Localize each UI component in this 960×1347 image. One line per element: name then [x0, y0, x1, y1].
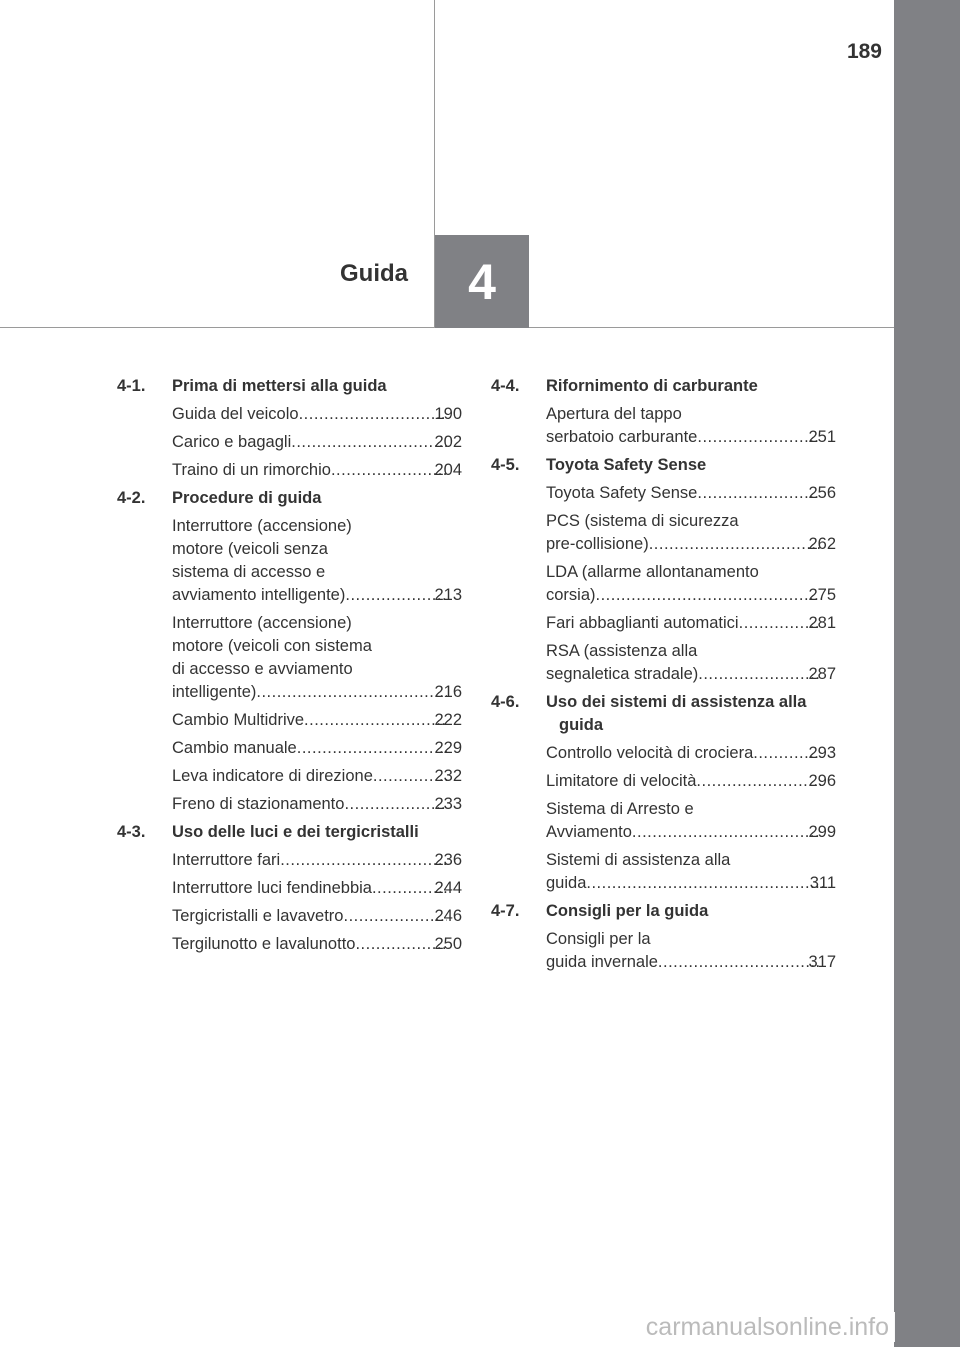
entry-line: Sistema di Arresto e	[546, 800, 694, 818]
entry-page-number: 275	[808, 586, 836, 604]
toc-entry[interactable]	[117, 877, 462, 900]
entry-last-line	[172, 877, 462, 900]
entry-title: avviamento intelligente)	[172, 586, 346, 604]
entry-title: Toyota Safety Sense	[546, 484, 698, 502]
dot-leader	[344, 793, 447, 816]
toc-section	[491, 900, 836, 974]
entry-last-line	[546, 742, 836, 765]
section-title: Uso dei sistemi di assistenza alla guida	[546, 693, 807, 734]
entry-last-line	[172, 459, 462, 482]
toc-section	[491, 454, 836, 686]
entry-text	[546, 510, 836, 556]
dot-leader	[649, 533, 822, 556]
entry-last-line	[172, 933, 462, 956]
entry-last-line	[172, 709, 462, 732]
section-number: 4-1.	[117, 377, 146, 395]
entry-text	[172, 933, 462, 956]
entry-page-number: 244	[434, 879, 462, 897]
entry-page-number: 256	[808, 484, 836, 502]
section-title: Consigli per la guida	[546, 902, 709, 920]
entry-text	[172, 737, 462, 760]
entry-last-line	[546, 612, 836, 635]
dot-leader	[697, 482, 821, 505]
toc-entry[interactable]	[491, 798, 836, 844]
section-heading	[491, 900, 836, 923]
dot-leader	[280, 849, 447, 872]
entry-page-number: 202	[434, 433, 462, 451]
entry-page-number: 246	[434, 907, 462, 925]
entry-line: motore (veicoli con sistema	[172, 637, 372, 655]
toc-entry[interactable]	[491, 849, 836, 895]
section-heading	[491, 691, 836, 737]
entry-line: Consigli per la	[546, 930, 651, 948]
entry-title: intelligente)	[172, 683, 257, 701]
entry-text	[172, 431, 462, 454]
dot-leader	[658, 951, 822, 974]
section-heading	[491, 375, 836, 398]
toc-entry[interactable]	[491, 640, 836, 686]
entry-title: Traino di un rimorchio	[172, 461, 331, 479]
entry-text	[172, 709, 462, 732]
entry-text	[546, 612, 836, 635]
entry-text	[546, 928, 836, 974]
toc-entry[interactable]	[491, 742, 836, 765]
section-heading	[117, 821, 462, 844]
entry-line: Apertura del tappo	[546, 405, 682, 423]
entry-title: Tergicristalli e lavavetro	[172, 907, 344, 925]
entry-page-number: 233	[434, 795, 462, 813]
entry-last-line	[546, 770, 836, 793]
section-title: Procedure di guida	[172, 489, 322, 507]
toc-entry[interactable]	[491, 770, 836, 793]
chapter-number: 4	[468, 253, 496, 310]
section-heading	[491, 454, 836, 477]
entry-title: guida invernale	[546, 953, 658, 971]
toc-section	[491, 375, 836, 449]
entry-title: Avviamento	[546, 823, 632, 841]
entry-text	[172, 515, 462, 607]
entry-title: Interruttore luci fendinebbia	[172, 879, 372, 897]
entry-last-line	[172, 584, 462, 607]
entry-line: Interruttore (accensione)	[172, 614, 352, 632]
entry-line: RSA (assistenza alla	[546, 642, 698, 660]
entry-title: Freno di stazionamento	[172, 795, 345, 813]
entry-last-line	[172, 849, 462, 872]
entry-text	[172, 905, 462, 928]
entry-title: Limitatore di velocità	[546, 772, 697, 790]
entry-title: guida	[546, 874, 587, 892]
dot-leader	[632, 821, 822, 844]
section-title: Prima di mettersi alla guida	[172, 377, 387, 395]
dot-leader	[596, 584, 822, 607]
entry-page-number: 262	[808, 535, 836, 553]
entry-page-number: 299	[808, 823, 836, 841]
entry-text	[172, 793, 462, 816]
entry-title: Tergilunotto e lavalunotto	[172, 935, 356, 953]
entry-text	[546, 742, 836, 765]
toc-column-right	[491, 375, 836, 979]
entry-page-number: 251	[808, 428, 836, 446]
entry-title: Guida del veicolo	[172, 405, 299, 423]
entry-text	[546, 798, 836, 844]
entry-title: segnaletica stradale)	[546, 665, 699, 683]
dot-leader	[345, 584, 447, 607]
toc-entry[interactable]	[117, 612, 462, 704]
dot-leader	[299, 403, 448, 426]
section-title: Rifornimento di carburante	[546, 377, 758, 395]
toc-entry[interactable]	[491, 403, 836, 449]
entry-last-line	[546, 426, 836, 449]
entry-line: di accesso e avviamento	[172, 660, 353, 678]
toc-entry[interactable]	[117, 403, 462, 426]
toc-entry[interactable]	[117, 515, 462, 607]
entry-text	[546, 561, 836, 607]
entry-line: Interruttore (accensione)	[172, 517, 352, 535]
entry-last-line	[172, 793, 462, 816]
entry-text	[172, 765, 462, 788]
toc-entry[interactable]	[117, 431, 462, 454]
dot-leader	[304, 709, 447, 732]
section-heading	[117, 375, 462, 398]
entry-text	[546, 640, 836, 686]
toc-entry[interactable]	[117, 459, 462, 482]
entry-text	[546, 770, 836, 793]
entry-page-number: 281	[808, 614, 836, 632]
toc-section	[117, 375, 462, 482]
entry-title: Carico e bagagli	[172, 433, 292, 451]
entry-line: PCS (sistema di sicurezza	[546, 512, 739, 530]
entry-title: Controllo velocità di crociera	[546, 744, 754, 762]
entry-page-number: 250	[434, 935, 462, 953]
entry-last-line	[546, 821, 836, 844]
entry-text	[172, 459, 462, 482]
chapter-side-band	[894, 0, 960, 1347]
dot-leader	[698, 663, 821, 686]
toc-section	[117, 487, 462, 816]
entry-last-line	[546, 872, 836, 895]
dot-leader	[696, 770, 821, 793]
entry-last-line	[546, 663, 836, 686]
section-title: Toyota Safety Sense	[546, 456, 707, 474]
entry-text	[172, 612, 462, 704]
toc-entry[interactable]	[117, 765, 462, 788]
entry-page-number: 216	[434, 683, 462, 701]
toc-entry[interactable]	[117, 905, 462, 928]
entry-page-number: 317	[808, 953, 836, 971]
chapter-number-box	[435, 235, 529, 328]
entry-last-line	[172, 737, 462, 760]
entry-line: LDA (allarme allontanamento	[546, 563, 759, 581]
entry-page-number: 190	[434, 405, 462, 423]
dot-leader	[297, 737, 448, 760]
entry-last-line	[546, 584, 836, 607]
entry-title: Fari abbaglianti automatici	[546, 614, 739, 632]
dot-leader	[586, 872, 822, 895]
entry-page-number: 287	[808, 665, 836, 683]
toc-entry[interactable]	[491, 510, 836, 556]
toc-entry[interactable]	[491, 561, 836, 607]
toc-entry[interactable]	[117, 709, 462, 732]
entry-last-line	[172, 905, 462, 928]
section-number: 4-5.	[491, 456, 520, 474]
entry-page-number: 296	[808, 772, 836, 790]
entry-text	[546, 849, 836, 895]
section-number: 4-3.	[117, 823, 146, 841]
entry-page-number: 213	[434, 586, 462, 604]
toc-entry[interactable]	[117, 849, 462, 872]
section-number: 4-6.	[491, 693, 520, 711]
toc-entry[interactable]	[117, 933, 462, 956]
entry-title: pre-collisione)	[546, 535, 649, 553]
entry-title: Leva indicatore di direzione	[172, 767, 373, 785]
entry-text	[546, 403, 836, 449]
entry-last-line	[546, 482, 836, 505]
toc-entry[interactable]	[117, 793, 462, 816]
watermark: carmanualsonline.info	[555, 1312, 895, 1342]
entry-text	[172, 877, 462, 900]
page-number: 189	[846, 40, 882, 63]
chapter-title: Guida	[339, 260, 408, 287]
entry-last-line	[546, 951, 836, 974]
section-number: 4-7.	[491, 902, 520, 920]
entry-last-line	[172, 431, 462, 454]
toc-section	[117, 821, 462, 956]
entry-last-line	[172, 765, 462, 788]
toc-column-left	[117, 375, 462, 961]
section-number: 4-2.	[117, 489, 146, 507]
section-heading	[117, 487, 462, 510]
dot-leader	[331, 459, 448, 482]
toc-section	[491, 691, 836, 895]
toc-entry[interactable]	[491, 612, 836, 635]
entry-last-line	[172, 681, 462, 704]
entry-title: serbatoio carburante	[546, 428, 698, 446]
section-number: 4-4.	[491, 377, 520, 395]
entry-title: Cambio manuale	[172, 739, 297, 757]
section-title: Uso delle luci e dei tergicristalli	[172, 823, 419, 841]
entry-text	[172, 403, 462, 426]
entry-page-number: 236	[434, 851, 462, 869]
entry-text	[172, 849, 462, 872]
dot-leader	[697, 426, 821, 449]
dot-leader	[256, 681, 447, 704]
entry-page-number: 293	[808, 744, 836, 762]
toc-entry[interactable]	[117, 737, 462, 760]
entry-page-number: 222	[434, 711, 462, 729]
dot-leader	[343, 905, 447, 928]
entry-line: motore (veicoli senza	[172, 540, 328, 558]
entry-page-number: 229	[434, 739, 462, 757]
entry-last-line	[172, 403, 462, 426]
entry-page-number: 204	[434, 461, 462, 479]
dot-leader	[291, 431, 447, 454]
toc-entry[interactable]	[491, 482, 836, 505]
entry-line: sistema di accesso e	[172, 563, 326, 581]
entry-page-number: 311	[809, 874, 836, 892]
entry-page-number: 232	[434, 767, 462, 785]
entry-last-line	[546, 533, 836, 556]
entry-line: Sistemi di assistenza alla	[546, 851, 731, 869]
entry-text	[546, 482, 836, 505]
entry-title: Interruttore fari	[172, 851, 281, 869]
entry-title: corsia)	[546, 586, 596, 604]
entry-title: Cambio Multidrive	[172, 711, 305, 729]
toc-entry[interactable]	[491, 928, 836, 974]
